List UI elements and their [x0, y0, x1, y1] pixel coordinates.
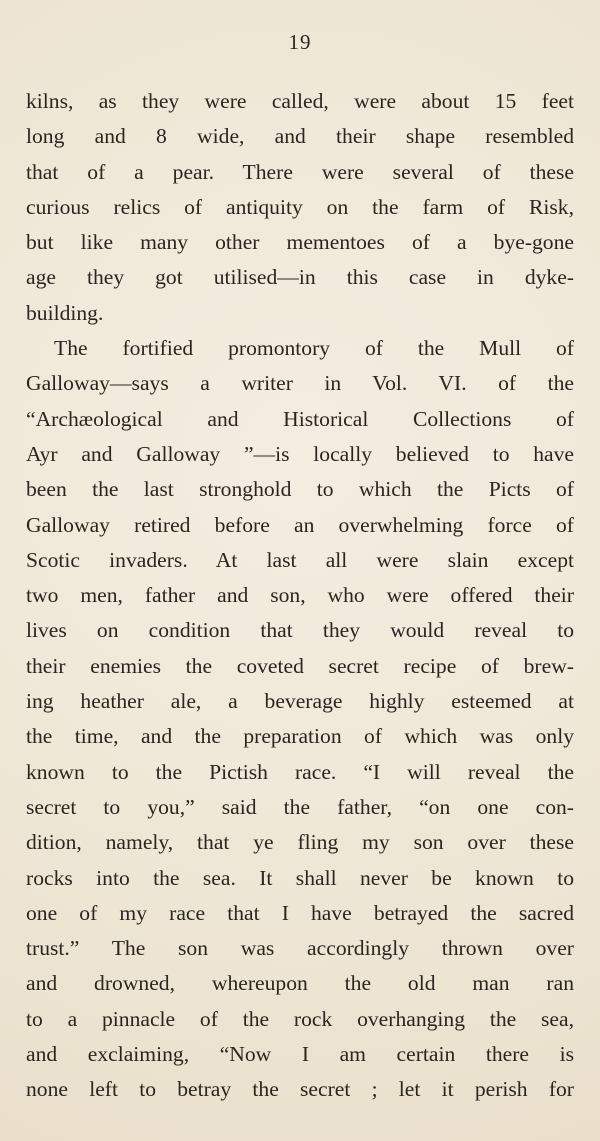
- text-line: kilns, as they were called, were about 15 feet: [26, 89, 574, 113]
- text-line: their enemies the coveted secret recipe of brew-: [26, 653, 574, 678]
- text-line: age they got utilised—in this case in dyke-: [26, 265, 574, 290]
- text-line: that of a pear. There were several of these: [26, 159, 574, 184]
- text-line: “Archæological and Historical Collections of: [26, 406, 574, 431]
- text-line: one of my race that I have betrayed the sacred: [26, 900, 574, 925]
- text-line: rocks into the sea. It shall never be known to: [26, 865, 574, 890]
- text-line: lives on condition that they would reveal to: [26, 618, 574, 643]
- text-line: dition, namely, that ye fling my son over these: [26, 830, 574, 855]
- text-line: trust.” The son was accordingly thrown over: [26, 936, 574, 961]
- text-line: but like many other mementoes of a bye-gone: [26, 230, 574, 255]
- text-line: ing heather ale, a beverage highly esteemed at: [26, 689, 574, 714]
- text-line: curious relics of antiquity on the farm of Risk,: [26, 194, 574, 219]
- body-text: [26, 84, 574, 1108]
- text-line-paragraph-end: building.: [26, 300, 104, 325]
- text-line: Galloway retired before an overwhelming force of: [26, 512, 574, 537]
- text-line: the time, and the preparation of which was only: [26, 724, 574, 749]
- text-line: to a pinnacle of the rock overhanging the sea,: [26, 1006, 574, 1031]
- text-line: Ayr and Galloway ”—is locally believed to have: [26, 441, 574, 466]
- text-line: known to the Pictish race. “I will reveal the: [26, 759, 574, 784]
- text-line: been the last stronghold to which the Picts of: [26, 477, 574, 502]
- text-line: and exclaiming, “Now I am certain there is: [26, 1042, 574, 1067]
- text-line: long and 8 wide, and their shape resembled: [26, 124, 574, 149]
- text-line: secret to you,” said the father, “on one con-: [26, 794, 574, 819]
- text-line: Galloway—says a writer in Vol. VI. of the: [26, 371, 574, 396]
- page-number: 19: [288, 30, 312, 54]
- text-line: Scotic invaders. At last all were slain except: [26, 547, 574, 572]
- text-line-paragraph-start: The fortified promontory of the Mull of: [54, 336, 574, 361]
- text-line: none left to betray the secret ; let it perish for: [26, 1077, 574, 1102]
- text-line: two men, father and son, who were offered their: [26, 583, 574, 608]
- text-line: and drowned, whereupon the old man ran: [26, 971, 574, 996]
